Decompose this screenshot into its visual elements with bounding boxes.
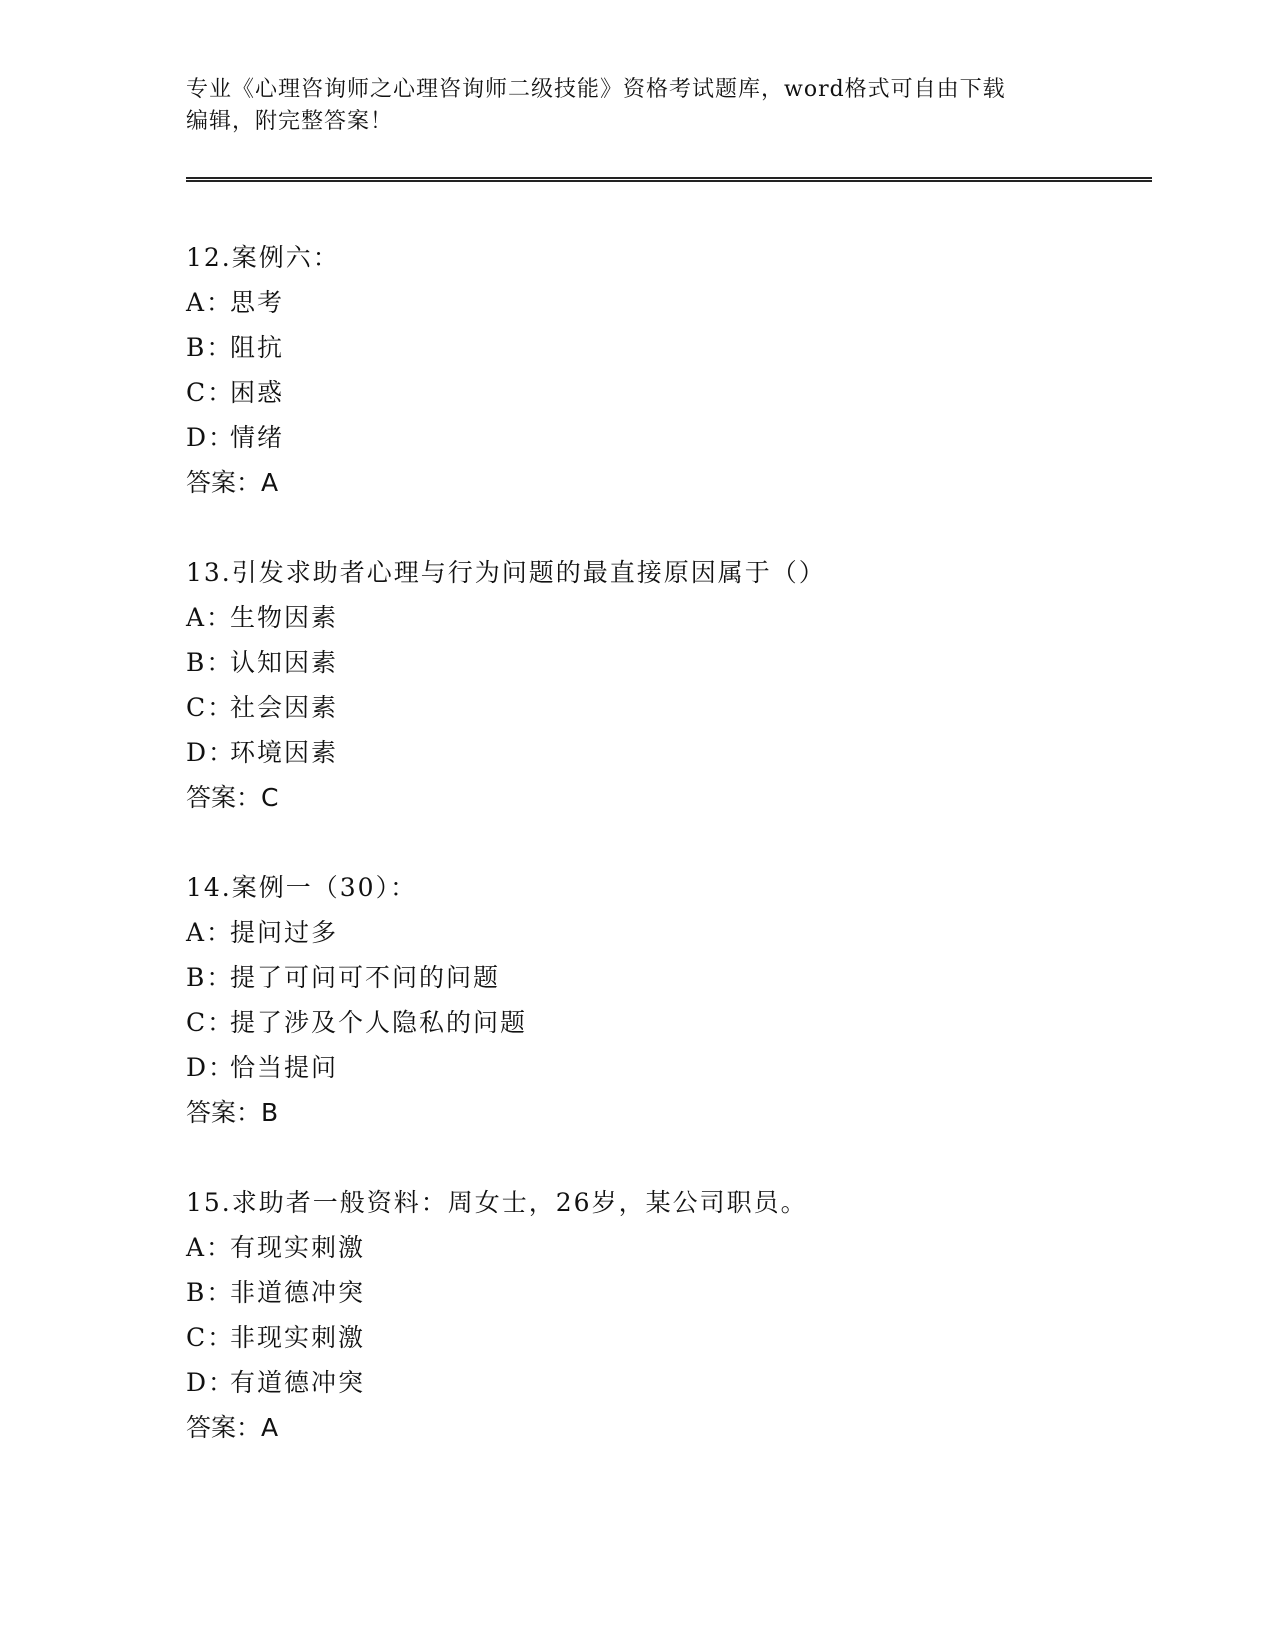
question-list	[186, 235, 1152, 1495]
option-a	[186, 1225, 1152, 1270]
option-d	[186, 730, 1152, 775]
answer-line	[186, 1405, 1152, 1450]
answer-label: 答案：	[186, 1098, 262, 1127]
option-text: 提了涉及个人隐私的问题	[230, 1008, 528, 1037]
option-a	[186, 280, 1152, 325]
option-a	[186, 910, 1152, 955]
option-text: 认知因素	[230, 648, 339, 677]
question-15	[186, 1180, 1152, 1450]
option-text: 情绪	[230, 423, 285, 452]
option-b	[186, 325, 1152, 370]
option-d	[186, 1360, 1152, 1405]
option-letter: C：	[186, 1008, 235, 1037]
header-line-2: 编辑，附完整答案！	[186, 109, 394, 134]
option-text: 有现实刺激	[230, 1233, 366, 1262]
answer-line	[186, 1090, 1152, 1135]
option-letter: C：	[186, 378, 235, 407]
option-letter: A：	[186, 603, 234, 632]
option-text: 有道德冲突	[230, 1368, 366, 1397]
option-letter: A：	[186, 1233, 234, 1262]
answer-value: B	[261, 1098, 279, 1127]
option-letter: B：	[186, 333, 234, 362]
option-c	[186, 1315, 1152, 1360]
question-text: 引发求助者心理与行为问题的最直接原因属于（）	[231, 558, 826, 587]
header-line-1: 专业《心理咨询师之心理咨询师二级技能》资格考试题库，word格式可自由下载	[186, 77, 1006, 102]
header-divider	[186, 177, 1152, 182]
option-letter: A：	[186, 918, 234, 947]
option-letter: C：	[186, 1323, 235, 1352]
option-text: 思考	[230, 288, 285, 317]
question-stem	[186, 550, 1152, 595]
option-b	[186, 955, 1152, 1000]
option-d	[186, 1045, 1152, 1090]
option-a	[186, 595, 1152, 640]
option-letter: B：	[186, 963, 234, 992]
option-letter: D：	[186, 1053, 236, 1082]
option-c	[186, 685, 1152, 730]
answer-value: A	[261, 1413, 279, 1442]
question-stem	[186, 235, 1152, 280]
option-letter: C：	[186, 693, 235, 722]
answer-value: C	[261, 783, 279, 812]
question-number: 12.	[186, 243, 232, 272]
answer-line	[186, 460, 1152, 505]
answer-label: 答案：	[186, 1413, 262, 1442]
option-d	[186, 415, 1152, 460]
option-text: 提了可问可不问的问题	[230, 963, 501, 992]
question-number: 14.	[186, 873, 232, 902]
document-header	[186, 74, 1066, 138]
answer-label: 答案：	[186, 468, 262, 497]
answer-value: A	[261, 468, 279, 497]
option-text: 社会因素	[230, 693, 339, 722]
question-text: 案例六：	[231, 243, 340, 272]
option-letter: D：	[186, 738, 236, 767]
option-letter: D：	[186, 423, 236, 452]
option-text: 恰当提问	[230, 1053, 339, 1082]
option-c	[186, 370, 1152, 415]
question-14	[186, 865, 1152, 1135]
option-text: 环境因素	[230, 738, 339, 767]
option-letter: B：	[186, 1278, 234, 1307]
option-text: 非道德冲突	[230, 1278, 366, 1307]
question-text: 求助者一般资料：周女士，26岁，某公司职员。	[231, 1188, 808, 1217]
option-text: 生物因素	[230, 603, 339, 632]
answer-line	[186, 775, 1152, 820]
question-number: 13.	[186, 558, 232, 587]
option-letter: B：	[186, 648, 234, 677]
option-b	[186, 640, 1152, 685]
option-c	[186, 1000, 1152, 1045]
option-text: 非现实刺激	[230, 1323, 366, 1352]
option-text: 提问过多	[230, 918, 339, 947]
question-stem	[186, 1180, 1152, 1225]
answer-label: 答案：	[186, 783, 262, 812]
option-b	[186, 1270, 1152, 1315]
question-13	[186, 550, 1152, 820]
option-text: 阻抗	[230, 333, 285, 362]
question-12	[186, 235, 1152, 505]
option-text: 困惑	[230, 378, 285, 407]
question-text: 案例一（30）：	[231, 873, 418, 902]
question-number: 15.	[186, 1188, 232, 1217]
option-letter: D：	[186, 1368, 236, 1397]
question-stem	[186, 865, 1152, 910]
option-letter: A：	[186, 288, 234, 317]
